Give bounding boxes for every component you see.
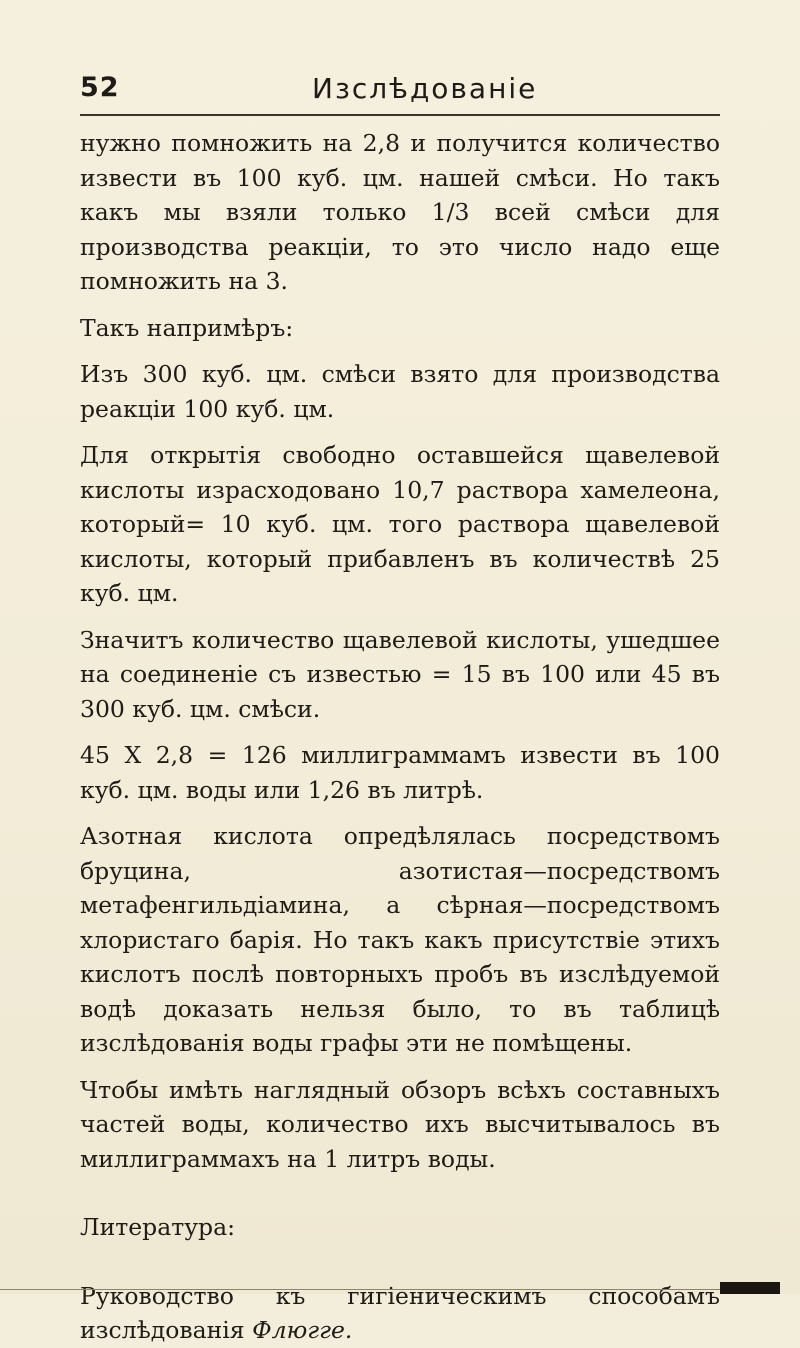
paragraph-7: Азотная кислота опредѣлялась посредствомъ бруцина, азотистая—посредствомъ метафенгильдіамина, а сѣрная—посредствомъ хлористаго барія. Но такъ какъ присутствіе этихъ кислотъ послѣ повторныхъ пробъ въ изслѣдуемой водѣ доказать нельзя было, то въ таблицѣ изслѣдованія воды графы эти не помѣщены. xyxy=(80,822,720,1057)
paragraph-6: 45 X 2,8 = 126 миллиграммамъ извести въ 100 куб. цм. воды или 1,26 въ литрѣ. xyxy=(80,741,720,804)
literature-author: Флюгге. xyxy=(252,1316,353,1344)
paragraph-8: Чтобы имѣть наглядный обзоръ всѣхъ составныхъ частей воды, количество ихъ высчитывалось въ миллиграммахъ на 1 литръ воды. xyxy=(80,1075,720,1173)
running-title: Изслѣдованіе xyxy=(312,72,538,105)
body-text xyxy=(80,126,720,1348)
literature-entry-text: Руководство къ гигіеническимъ способамъ изслѣдованія xyxy=(80,1281,720,1344)
paragraph-5: Значитъ количество щавелевой кислоты, ушедшее на соединеніе съ известью = 15 въ 100 или 45 въ 300 куб. цм. смѣси. xyxy=(80,625,720,723)
literature-heading: Литература: xyxy=(80,1213,236,1241)
page-edge-mark xyxy=(720,1282,780,1294)
header-rule xyxy=(80,114,720,116)
page-header xyxy=(80,72,720,112)
paragraph-3: Изъ 300 куб. цм. смѣси взято для производства реакціи 100 куб. цм. xyxy=(80,360,720,423)
paragraph-4: Для открытія свободно оставшейся щавелевой кислоты израсходовано 10,7 раствора хамелеона, который= 10 куб. цм. того раствора щавелевой кислоты, который прибавленъ въ количествѣ 25 куб. цм. xyxy=(80,441,720,607)
page-number: 52 xyxy=(80,72,120,103)
page-bottom-line xyxy=(0,1289,720,1290)
paragraph-2: Такъ напримѣръ: xyxy=(80,313,294,342)
paragraph-1: нужно помножить на 2,8 и получится количество извести въ 100 куб. цм. нашей смѣси. Но такъ какъ мы взяли только 1/3 всей смѣси для производства реакціи, то это число надо еще помножить на 3. xyxy=(80,129,720,295)
